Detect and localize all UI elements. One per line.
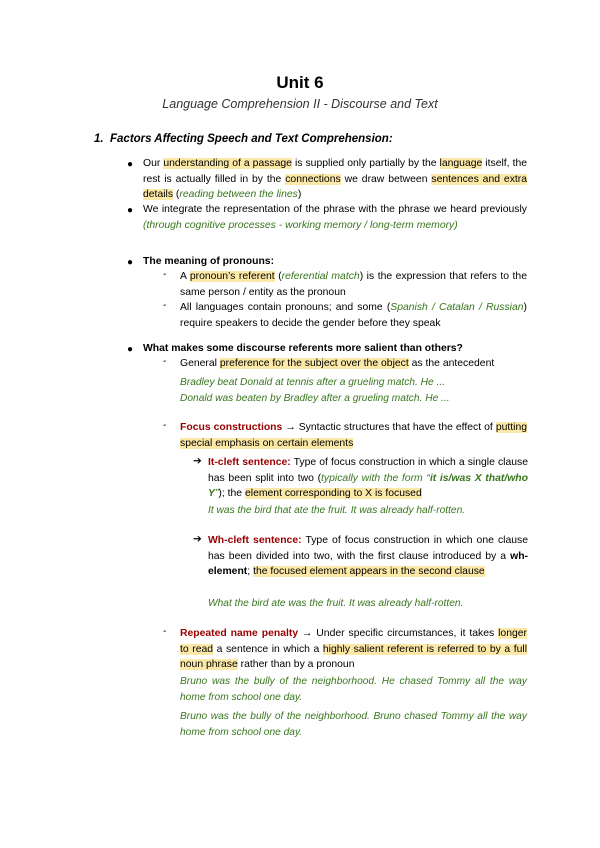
bullet-heading: What makes some discourse referents more salient than others? (143, 343, 463, 354)
example-sentence: Bruno was the bully of the neighborhood. He chased Tommy all the way home from school one day. (180, 676, 527, 703)
bullet-paragraph: Our understanding of a passage is supplied only partially by the language itself, the rest is actually filled in by the connections we draw between sentences and extra details (reading between the lines) (143, 158, 528, 200)
dash-icon: - (163, 626, 167, 637)
arrow-paragraph: Wh-cleft sentence: Type of focus construction in which one clause has been divided into two, with the first clause introduced by a wh- element; the focused element appears in the second clause (208, 535, 529, 577)
dash-paragraph: General preference for the subject over the object as the antecedent (180, 358, 495, 369)
dash-icon: - (163, 356, 167, 367)
dash-icon: - (163, 269, 167, 280)
arrow-icon: ➔ (193, 456, 202, 467)
example-sentence: Bradley beat Donald at tennis after a grueling match. He ... (180, 377, 446, 388)
bullet-icon: ● (127, 159, 134, 170)
dash-paragraph: A pronoun’s referent (referential match) is the expression that refers to the same person / entity as the pronoun (180, 271, 527, 298)
page-title: Unit 6 (276, 73, 324, 92)
dash-paragraph: All languages contain pronouns; and some (Spanish / Catalan / Russian) require speakers to decide the gender before they speak (180, 302, 527, 329)
bullet-paragraph: We integrate the representation of the phrase with the phrase we heard previously (through cognitive processes - working memory / long-term memory) (143, 204, 527, 231)
example-sentence: Donald was beaten by Bradley after a grueling match. He ... (180, 393, 450, 404)
dash-icon: - (163, 300, 167, 311)
example-sentence: What the bird ate was the fruit. It was already half-rotten. (208, 598, 464, 609)
bullet-icon: ● (127, 344, 134, 355)
section-heading (94, 133, 393, 145)
page-subtitle: Language Comprehension II - Discourse and Text (162, 97, 438, 111)
bullet-icon: ● (127, 257, 134, 268)
example-sentence: It was the bird that ate the fruit. It was already half-rotten. (208, 505, 466, 516)
section-title: Factors Affecting Speech and Text Comprehension: (110, 133, 393, 145)
arrow-icon: ➔ (193, 534, 202, 545)
arrow-paragraph: It-cleft sentence: Type of focus construction in which a single clause has been split into two (typically with the form “it is/was X that/who Y”); the element corresponding to X is focused (208, 457, 528, 499)
dash-icon: - (163, 420, 167, 431)
dash-paragraph: Focus constructions → Syntactic structures that have the effect of putting special emphasis on certain elements (180, 422, 528, 449)
bullet-icon: ● (127, 205, 134, 216)
section-number: 1. (94, 133, 104, 145)
example-sentence: Bruno was the bully of the neighborhood. Bruno chased Tommy all the way home from school one day. (180, 711, 527, 738)
bullet-heading: The meaning of pronouns: (143, 256, 275, 267)
dash-paragraph: Repeated name penalty → Under specific circumstances, it takes longer to read a sentence in which a highly salient referent is referred to by a full noun phrase rather than by a pronoun (180, 628, 528, 670)
